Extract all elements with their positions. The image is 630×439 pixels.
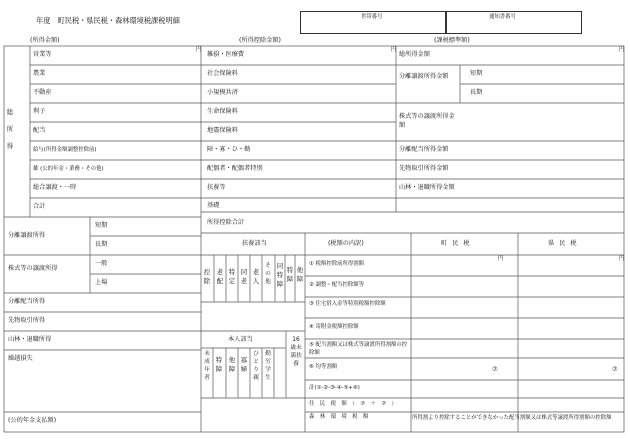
income-other-row: 山林・退職所得 bbox=[8, 336, 52, 343]
deduction-row: 雑損・医療費 bbox=[207, 51, 245, 58]
taxable-row: 株式等の譲渡所得金額 bbox=[399, 113, 455, 129]
deduction-row: 扶養等 bbox=[207, 184, 226, 191]
separate-long: 長期 bbox=[95, 241, 108, 248]
taxable-row: 総所得金額 bbox=[399, 51, 430, 58]
public-pension-label: (公的年金支払額) bbox=[8, 417, 57, 424]
taxable-separate-long: 長期 bbox=[470, 89, 483, 96]
taxable-separate-label: 分離譲渡所得金額 bbox=[399, 73, 449, 80]
tax-row: 計(①-②-③-④-⑤+⑥) bbox=[309, 385, 360, 391]
income-row: 給与(所得金額調整控除前) bbox=[33, 147, 97, 153]
tax-row: ② 調整・配当控除額等 bbox=[309, 282, 365, 288]
person-col: 勤労学生 bbox=[265, 351, 271, 381]
household-number-box bbox=[300, 11, 446, 34]
yen-mark: 円 bbox=[196, 47, 202, 53]
income-row: 合計 bbox=[33, 203, 46, 210]
yen-mark: 円 bbox=[498, 256, 504, 262]
tax-row: ⑤ 配当割額又は株式等譲渡所得割額の控除額 bbox=[309, 342, 408, 356]
deduction-row: 地震保険料 bbox=[207, 127, 238, 134]
income-group-label: 総所得 bbox=[6, 108, 14, 150]
tax-row: ⑥ 均等割額 bbox=[309, 364, 338, 370]
separate-short: 短期 bbox=[95, 222, 108, 229]
town-tax-header: 町民税 bbox=[441, 240, 475, 247]
household-number-label: 世帯番号 bbox=[361, 14, 383, 20]
deduction-row: 小規模共済 bbox=[207, 89, 238, 96]
person-title: 本人該当 bbox=[228, 336, 253, 343]
section-income: (所得金額) bbox=[30, 37, 60, 44]
under16-dependents: 16歳未満扶養 bbox=[290, 337, 302, 367]
stock-listed: 上場 bbox=[95, 279, 108, 286]
stock-general: 一般 bbox=[95, 260, 108, 267]
subtotal-mark-prefecture: ⑦ bbox=[612, 366, 618, 373]
tax-row: ① 税額控除前所得割額 bbox=[309, 261, 365, 267]
form-title: 年度 町民税・県民税・森林環境税課税明細 bbox=[36, 16, 180, 25]
income-row: 農業 bbox=[33, 70, 46, 77]
prefecture-tax-header: 県民税 bbox=[548, 240, 582, 247]
uncredited-dividend-note: 所得割より控除することができなかった配当割額又は株式等譲渡所得割額の控除額 bbox=[412, 415, 612, 421]
person-col: 特障 bbox=[215, 356, 223, 373]
dependent-col: 同老 bbox=[240, 268, 248, 285]
income-row: 営業等 bbox=[33, 51, 52, 58]
yen-mark: 円 bbox=[619, 47, 625, 53]
deduction-row: 社会保険料 bbox=[207, 70, 238, 77]
dependents-title: 扶養該当 bbox=[242, 240, 267, 247]
income-row: 不動産 bbox=[33, 89, 52, 96]
deduction-row: 生命保険料 bbox=[207, 108, 238, 115]
taxable-row: 分離配当所得金額 bbox=[399, 146, 449, 153]
income-row: 利子 bbox=[33, 108, 46, 115]
dependent-col: 特障 bbox=[286, 266, 294, 283]
income-other-row: 先物取引所得 bbox=[8, 317, 46, 324]
dependent-col: 控除 bbox=[203, 268, 211, 285]
dependent-col: 老人 bbox=[252, 268, 260, 285]
tax-row: ③ 住宅借入金等特別税額控除額 bbox=[309, 301, 386, 307]
tax-breakdown-header: (税額の内訳) bbox=[328, 240, 364, 247]
dependent-col: 同特障 bbox=[276, 262, 284, 288]
yen-mark: 円 bbox=[619, 256, 625, 262]
deduction-total: 所得控除合計 bbox=[207, 219, 245, 226]
stock-transfer-label: 株式等の譲渡所得 bbox=[8, 265, 58, 272]
dependent-col: 他障 bbox=[296, 266, 304, 283]
resident-tax-label: 住 民 税 額 （ ⑦ ＋ ⑦ ） bbox=[309, 401, 397, 407]
income-row: 総合譲渡・一時 bbox=[33, 184, 77, 191]
dependent-col: 老配 bbox=[216, 268, 224, 285]
income-other-row: 繰越損失 bbox=[8, 355, 33, 362]
section-deduction: (所得控除金額) bbox=[239, 37, 281, 44]
subtotal-mark-town: ⑦ bbox=[492, 366, 498, 373]
separate-transfer-label: 分離譲渡所得 bbox=[8, 232, 46, 239]
forest-tax-label: 森 林 環 境 税 額 bbox=[309, 414, 369, 420]
income-other-row: 分離配当所得 bbox=[8, 298, 46, 305]
person-col: 寡婦 bbox=[240, 356, 248, 373]
person-col: 他障 bbox=[228, 356, 236, 373]
deduction-row: 配偶者・配偶者特別 bbox=[207, 165, 263, 172]
dependent-col: その他 bbox=[265, 263, 271, 285]
notice-number-box bbox=[446, 11, 582, 34]
yen-mark: 円 bbox=[391, 47, 397, 53]
taxable-separate-short: 短期 bbox=[470, 70, 483, 77]
person-col: ひとり親 bbox=[253, 351, 259, 381]
deduction-row: 障・寡・ひ・勤 bbox=[207, 146, 251, 153]
notice-number-label: 通知書番号 bbox=[489, 14, 516, 20]
income-row: 雑 (公的年金・業務・その他) bbox=[33, 166, 104, 172]
deduction-row: 基礎 bbox=[207, 202, 220, 209]
dependent-col: 特定 bbox=[228, 268, 236, 285]
taxable-row: 先物取引所得金額 bbox=[399, 165, 449, 172]
tax-row: ④ 寄附金税額控除額 bbox=[309, 324, 359, 330]
taxable-row: 山林・退職所得金額 bbox=[399, 184, 455, 191]
person-col: 未成年者 bbox=[204, 351, 210, 381]
income-row: 配当 bbox=[33, 127, 46, 134]
section-taxable: (課税標準額) bbox=[434, 37, 470, 44]
